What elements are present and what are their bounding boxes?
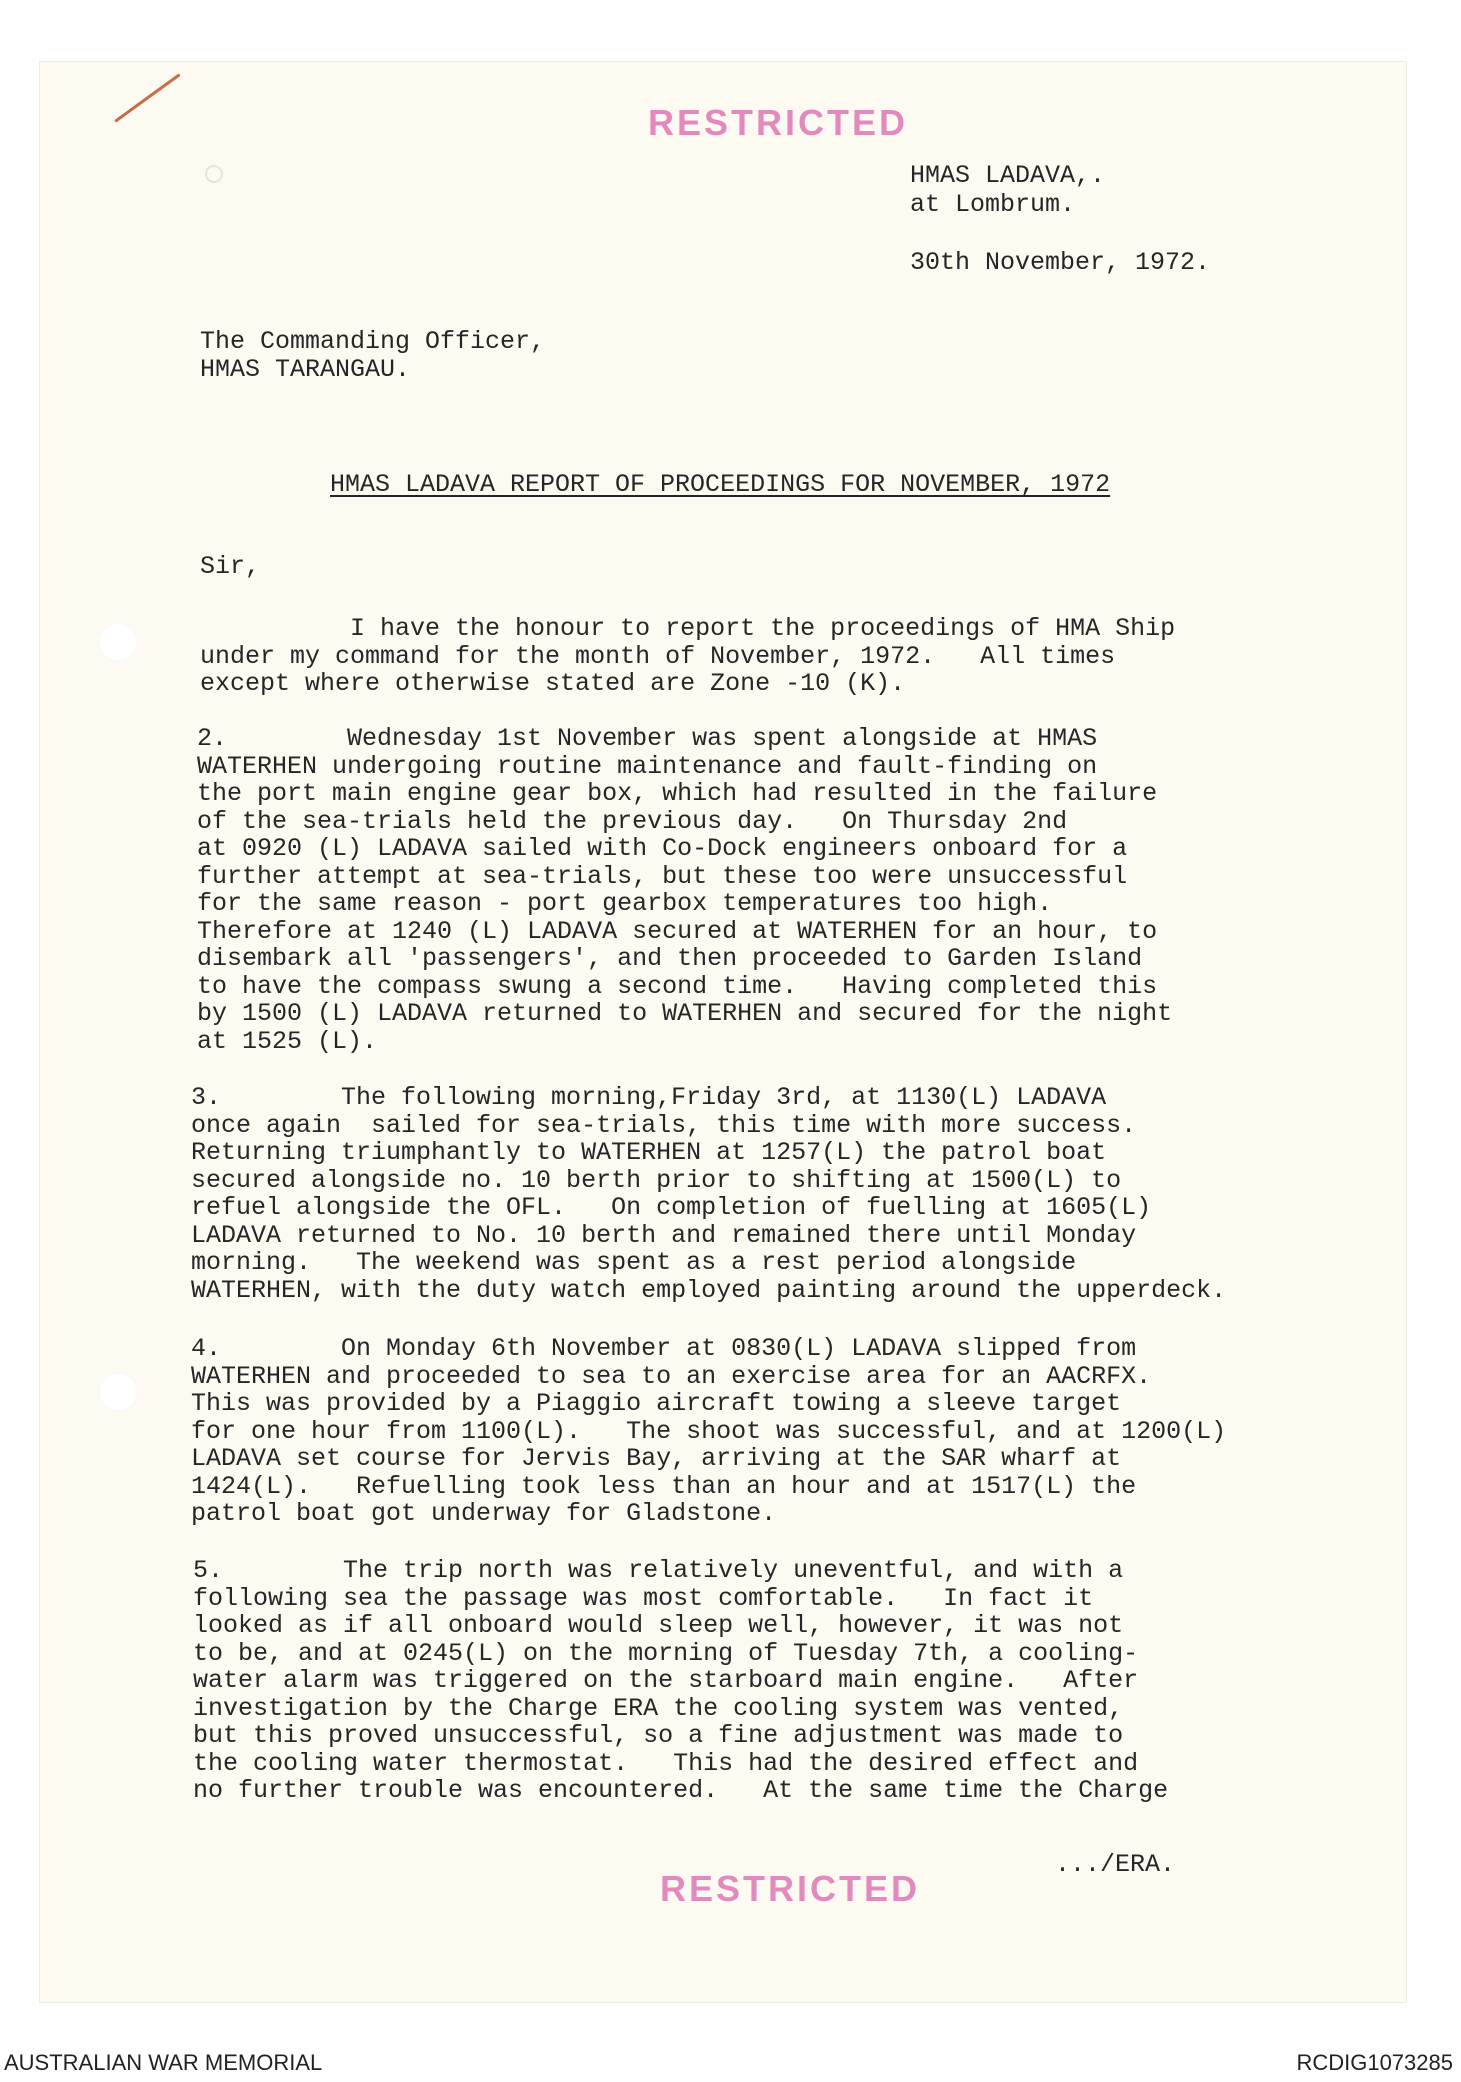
paragraph-1: I have the honour to report the proceedings of HMA Ship under my command for the month of November, 1972. All times except where otherwise stated are Zone -10 (K). (200, 614, 1176, 698)
paragraph-4: 4. On Monday 6th November at 0830(L) LADAVA slipped from WATERHEN and proceeded to sea to an exercise area for an AACRFX. This was provided by a Piaggio aircraft towing a sleeve target for one hour from 1100(L). The shoot was successful, and at 1200(L) LADAVA set course for Jervis Bay, arriving at the SAR wharf at 1424(L). Refuelling took less than an hour and at 1517(L) the patrol boat got underway for Gladstone. (191, 1334, 1227, 1528)
recipient-line-1: The Commanding Officer, (200, 327, 546, 356)
recipient-line-2: HMAS TARANGAU. (200, 355, 411, 384)
salutation: Sir, (200, 552, 261, 581)
continuation-marker: .../ERA. (1055, 1850, 1176, 1879)
sender-line-1: HMAS LADAVA,. (910, 161, 1106, 190)
punch-hole-bottom (98, 1372, 138, 1412)
restricted-stamp-top: RESTRICTED (648, 102, 909, 143)
letter-date: 30th November, 1972. (910, 248, 1211, 277)
paper-blemish (205, 165, 223, 183)
punch-hole-top (98, 622, 138, 662)
report-title: HMAS LADAVA REPORT OF PROCEEDINGS FOR NOVEMBER, 1972 (330, 470, 1111, 499)
paragraph-3: 3. The following morning,Friday 3rd, at 1130(L) LADAVA once again sailed for sea-trials, this time with more success. Returning triumphantly to WATERHEN at 1257(L) the patrol boat secured alongside no. 10 berth prior to shifting at 1500(L) to refuel alongside the OFL. On completion of fuelling at 1605(L) LADAVA returned to No. 10 berth and remained there until Monday morning. The weekend was spent as a rest period alongside WATERHEN, with the duty watch employed painting around the upperdeck. (191, 1083, 1227, 1305)
restricted-stamp-bottom: RESTRICTED (660, 1868, 921, 1909)
paragraph-2: 2. Wednesday 1st November was spent alongside at HMAS WATERHEN undergoing routine maintenance and fault-finding on the port main engine gear box, which had resulted in the failure of the sea-trials held the previous day. On Thursday 2nd at 0920 (L) LADAVA sailed with Co-Dock engineers onboard for a further attempt at sea-trials, but these too were unsuccessful for the same reason - port gearbox temperatures too high. Therefore at 1240 (L) LADAVA secured at WATERHEN for an hour, to disembark all 'passengers', and then proceeded to Garden Island to have the compass swung a second time. Having completed this by 1500 (L) LADAVA returned to WATERHEN and secured for the night at 1525 (L). (197, 724, 1173, 1056)
sender-line-2: at Lombrum. (910, 190, 1076, 219)
paragraph-5: 5. The trip north was relatively uneventful, and with a following sea the passage was most comfortable. In fact it looked as if all onboard would sleep well, however, it was not to be, and at 0245(L) on the morning of Tuesday 7th, a cooling- water alarm was triggered on the starboard main engine. After investigation by the Charge ERA the cooling system was vented, but this proved unsuccessful, so a fine adjustment was made to the cooling water thermostat. This had the desired effect and no further trouble was encountered. At the same time the Charge (193, 1556, 1169, 1805)
footer-institution: AUSTRALIAN WAR MEMORIAL (4, 2050, 323, 2075)
footer-record-id: RCDIG1073285 (1296, 2050, 1453, 2075)
